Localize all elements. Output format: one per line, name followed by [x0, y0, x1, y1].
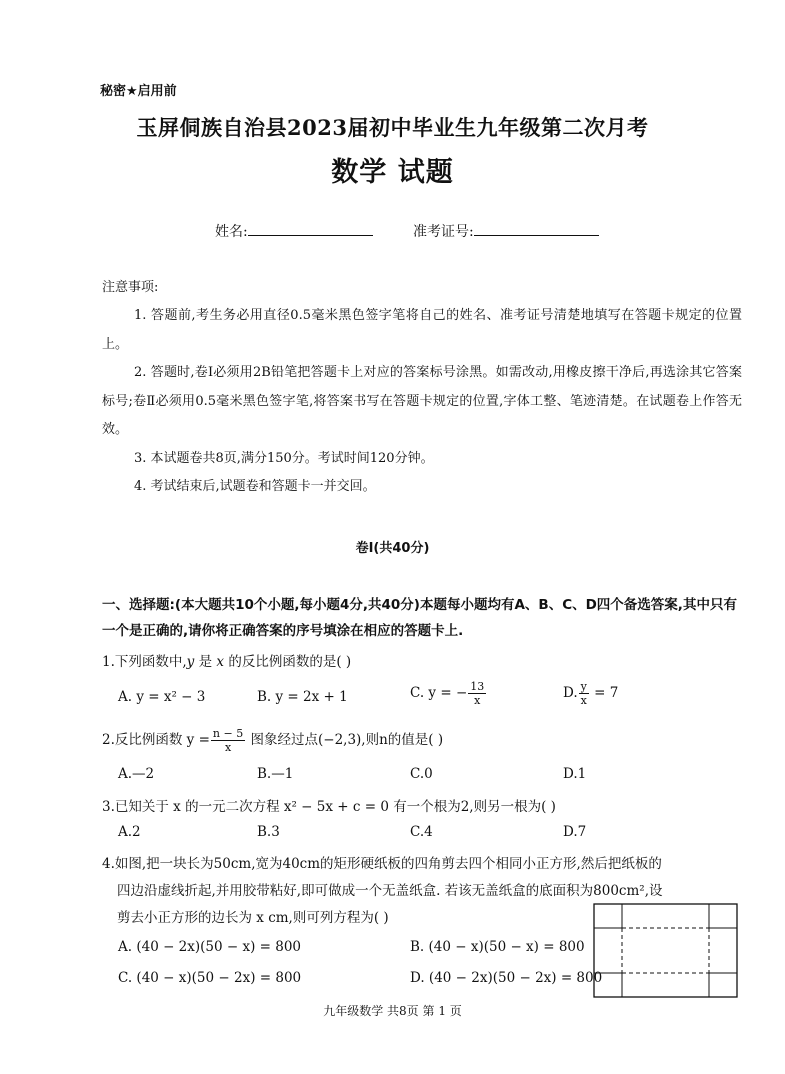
q1-option-c: C. y = − $\frac{13}{x}$	[410, 680, 485, 707]
name-label: 姓名:	[215, 224, 248, 240]
q1-option-b: B. y = 2x + 1	[257, 689, 348, 705]
ticket-field	[413, 221, 599, 241]
cardboard-outline	[594, 904, 737, 997]
notice-title: 注意事项:	[102, 280, 159, 295]
secret-mark: 秘密★启用前	[100, 84, 177, 99]
section-heading: 一、选择题:(本大题共10个小题,每小题4分,共40分)本题每小题均有A、B、C、D四个备选答案,其中只有一个是正确的,请你将正确答案的序号填涂在相应的答题卡上.	[102, 597, 737, 639]
q4-option-c: C. (40 − x)(50 − 2x) = 800	[118, 970, 302, 986]
q3-option-b: B.3	[257, 824, 280, 840]
question-1-stem: 1.下列函数中,y 是 x 的反比例函数的是( )	[102, 654, 352, 670]
q3-option-d: D.7	[563, 824, 587, 840]
exam-title: 玉屏侗族自治县2023届初中毕业生九年级第二次月考	[136, 115, 649, 140]
q2-option-c: C.0	[410, 766, 433, 782]
q3-option-a: A.2	[118, 824, 141, 840]
notice-item: 2. 答题时,卷Ⅰ必须用2B铅笔把答题卡上对应的答案标号涂黑。如需改动,用橡皮擦干净后,再选涂其它答案标号;卷Ⅱ必须用0.5毫米黑色签字笔,将答案书写在答题卡规定的位置,字体工整、笔迹清楚。在试题卷上作答无效。	[102, 365, 742, 437]
name-blank	[248, 221, 373, 236]
q4-line: 剪去小正方形的边长为 x cm,则可列方程为( )	[117, 910, 389, 926]
q2-option-d: D.1	[563, 766, 587, 782]
notice-list	[102, 302, 742, 502]
question-2-stem: 2.反比例函数 y = $\frac{n - 5}{x}$ 图象经过点(−2,3),则n的值是( )	[102, 727, 444, 754]
subject-title: 数学 试题	[331, 157, 454, 188]
q4-option-b: B. (40 − x)(50 − x) = 800	[410, 939, 585, 955]
q3-option-c: C.4	[410, 824, 433, 840]
notice-item: 4. 考试结束后,试题卷和答题卡一并交回。	[134, 479, 376, 494]
fraction: $\frac{y}{x}$	[580, 680, 587, 707]
notice-item: 1. 答题前,考生务必用直径0.5毫米黑色签字笔将自己的姓名、准考证号清楚地填写在答题卡规定的位置上。	[102, 308, 742, 352]
name-field	[215, 221, 373, 241]
q1-option-a: A. y = x² − 3	[118, 689, 206, 705]
q4-line: 四边沿虚线折起,并用胶带粘好,即可做成一个无盖纸盒. 若该无盖纸盒的底面积为800cm²,设	[117, 883, 663, 899]
cardboard-diagram	[593, 903, 739, 999]
volume-title: 卷Ⅰ(共40分)	[355, 541, 430, 556]
ticket-blank	[474, 221, 599, 236]
q4-line: 4.如图,把一块长为50cm,宽为40cm的矩形硬纸板的四角剪去四个相同小正方形,然后把纸板的	[102, 856, 662, 872]
q4-option-d: D. (40 − 2x)(50 − 2x) = 800	[410, 970, 603, 986]
q4-option-a: A. (40 − 2x)(50 − x) = 800	[118, 939, 302, 955]
fraction: $\frac{n - 5}{x}$	[212, 727, 244, 754]
page-footer: 九年级数学 共8页 第 1 页	[323, 1004, 462, 1018]
q1-option-d: D. $\frac{y}{x}$ = 7	[563, 680, 619, 707]
q2-option-a: A.—2	[118, 766, 155, 782]
ticket-label: 准考证号:	[413, 224, 474, 240]
question-3-stem: 3.已知关于 x 的一元二次方程 x² − 5x + c = 0 有一个根为2,则另一根为( )	[102, 799, 556, 815]
fraction: $\frac{13}{x}$	[470, 680, 485, 707]
notice-item: 3. 本试题卷共8页,满分150分。考试时间120分钟。	[134, 450, 434, 466]
q2-option-b: B.—1	[257, 766, 294, 782]
